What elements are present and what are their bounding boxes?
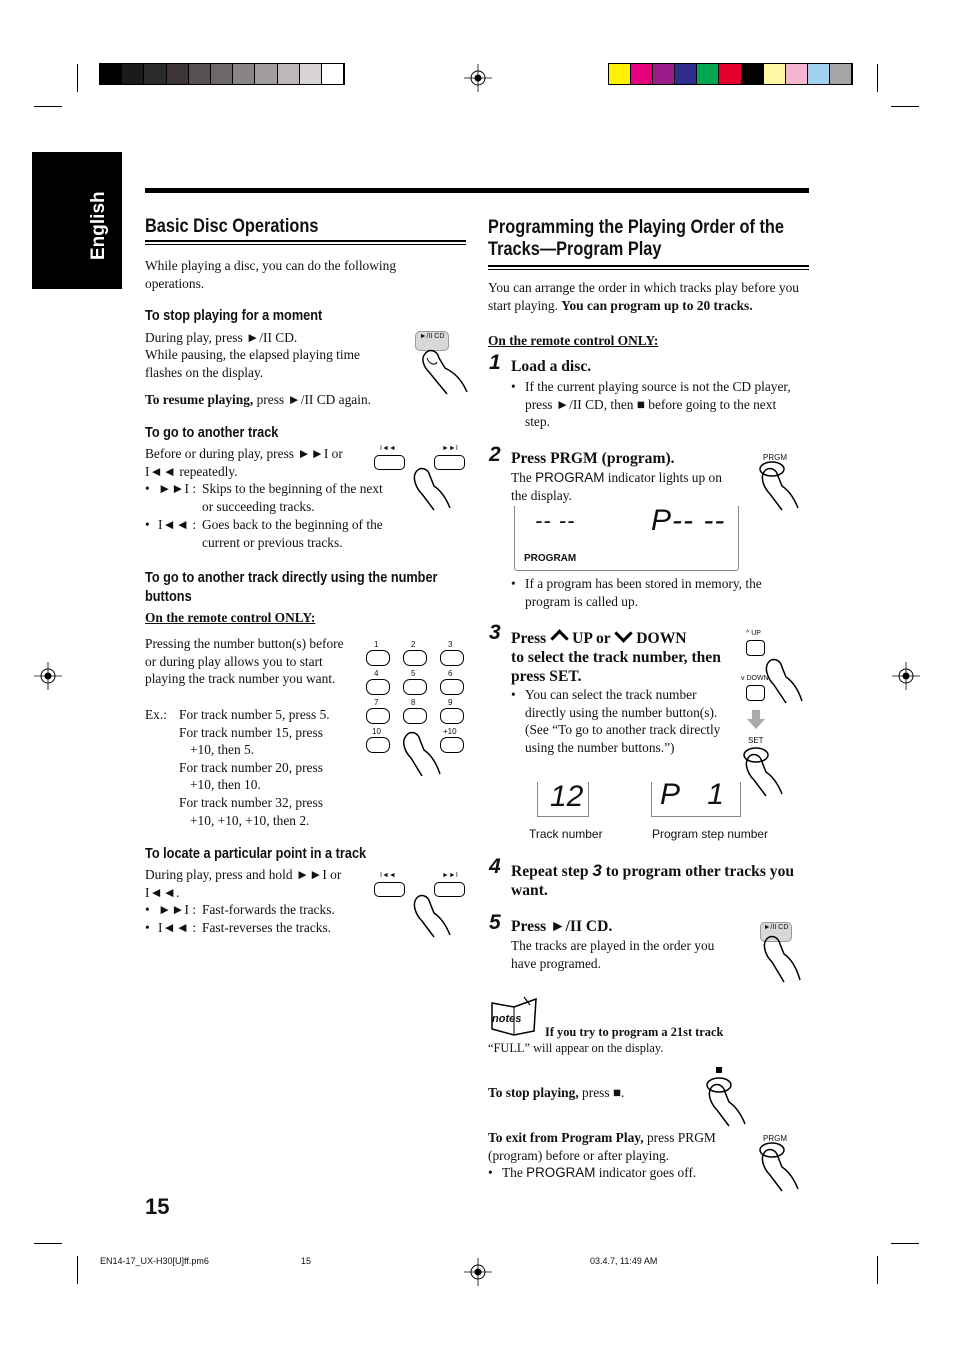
footer-file: EN14-17_UX-H30[U]ff.pm6 bbox=[100, 1256, 209, 1266]
finger-icon bbox=[762, 655, 814, 705]
crop-mark bbox=[77, 1256, 78, 1284]
key-label-1: 1 bbox=[374, 640, 379, 649]
finger-icon bbox=[410, 889, 460, 939]
play-pause-cd-button-label: ►/II CD bbox=[763, 924, 789, 931]
bullet-key: ►►I : bbox=[158, 481, 197, 496]
right-intro-normal: You can arrange the order in which tracks play before you start playing. bbox=[488, 280, 799, 313]
text: Repeat step bbox=[511, 863, 593, 880]
finger-icon bbox=[415, 342, 470, 397]
key-label-2: 2 bbox=[411, 640, 416, 649]
notes-text: “FULL” will appear on the display. bbox=[488, 1041, 664, 1055]
key-label-7: 7 bbox=[374, 698, 379, 707]
resume-bold: To resume playing, bbox=[145, 392, 254, 407]
direct-remote-note: On the remote control ONLY: bbox=[145, 610, 316, 625]
stop-bold: To stop playing, bbox=[488, 1085, 579, 1100]
left-intro: While playing a disc, you can do the following operations. bbox=[145, 258, 397, 291]
bullet-text: Skips to the beginning of the next or succeeding tracks. bbox=[202, 481, 383, 514]
example-label: Ex.: bbox=[145, 707, 167, 722]
color-swatch bbox=[609, 64, 631, 84]
lcd-left-digits: -- -- bbox=[535, 508, 576, 533]
bullet-text: Fast-reverses the tracks. bbox=[202, 920, 332, 935]
footer-date: 03.4.7, 11:49 AM bbox=[590, 1256, 658, 1266]
right-section-title-1: Programming the Playing Order of the bbox=[488, 217, 784, 238]
color-swatch bbox=[697, 64, 719, 84]
key-3[interactable] bbox=[440, 650, 464, 666]
resume-line bbox=[145, 391, 371, 409]
example-2a: For track number 15, press bbox=[179, 725, 323, 740]
crop-mark bbox=[877, 64, 878, 92]
page-number: 15 bbox=[145, 1194, 170, 1219]
example-1: For track number 5, press 5. bbox=[179, 707, 330, 722]
step-5-title: Press ►/II CD. bbox=[511, 918, 613, 935]
finger-icon bbox=[410, 462, 460, 512]
key-label-plus10: +10 bbox=[443, 727, 457, 736]
key-label-5: 5 bbox=[411, 669, 416, 678]
key-8[interactable] bbox=[403, 708, 427, 724]
key-label-3: 3 bbox=[448, 640, 453, 649]
up-button[interactable] bbox=[746, 640, 765, 656]
color-swatch bbox=[719, 64, 741, 84]
crop-mark bbox=[34, 106, 62, 107]
step-ref: 3 bbox=[592, 861, 602, 880]
arrow-down-icon bbox=[747, 710, 765, 730]
stop-playing-line bbox=[488, 1084, 624, 1102]
color-swatch bbox=[322, 64, 344, 84]
direct-text: Pressing the number button(s) before or during play allows you to start playing the track number you want. bbox=[145, 636, 344, 687]
key-4[interactable] bbox=[366, 679, 390, 695]
right-intro bbox=[488, 279, 808, 314]
gray-color-bar bbox=[99, 63, 345, 85]
key-label-10: 10 bbox=[372, 727, 381, 736]
key-1[interactable] bbox=[366, 650, 390, 666]
step-5-text: The tracks are played in the order you have programed. bbox=[511, 938, 715, 971]
example-3a: For track number 20, press bbox=[179, 760, 323, 775]
language-tab bbox=[32, 152, 122, 289]
crop-mark bbox=[877, 1256, 878, 1284]
next-button-label: ►►I bbox=[442, 445, 458, 452]
finger-icon bbox=[758, 460, 810, 512]
prgm-button-label: PRGM bbox=[763, 453, 787, 462]
another-bullet-1: • ►►I : Skips to the beginning of the next or succeeding tracks. bbox=[145, 480, 385, 515]
step-4-number: 4 bbox=[489, 855, 501, 878]
step-2-text bbox=[511, 469, 731, 504]
stop-heading: To stop playing for a moment bbox=[145, 308, 323, 324]
color-swatch bbox=[122, 64, 144, 84]
stop-rest: press ■. bbox=[578, 1085, 625, 1100]
color-swatch bbox=[189, 64, 211, 84]
stop-text-2: While pausing, the elapsed playing time flashes on the display. bbox=[145, 347, 360, 380]
prgm-button-label: PRGM bbox=[763, 1134, 787, 1143]
color-swatch bbox=[211, 64, 233, 84]
text: UP or bbox=[572, 630, 615, 647]
color-swatch bbox=[300, 64, 322, 84]
color-swatch bbox=[653, 64, 675, 84]
example-4a: For track number 32, press bbox=[179, 795, 323, 810]
registration-mark-bottom bbox=[464, 1258, 492, 1286]
color-swatch bbox=[830, 64, 852, 84]
locate-text: During play, press and hold ►►I or I◄◄. bbox=[145, 867, 342, 900]
top-rule bbox=[145, 188, 809, 193]
process-color-bar bbox=[608, 63, 853, 85]
example-3b: +10, then 10. bbox=[190, 777, 261, 792]
program-word: PROGRAM bbox=[535, 470, 605, 485]
finger-icon bbox=[398, 728, 450, 778]
lcd-right-digits: P-- -- bbox=[651, 504, 726, 537]
crop-mark bbox=[34, 1243, 62, 1244]
program-step-label: Program step number bbox=[652, 827, 769, 841]
step-5-number: 5 bbox=[489, 911, 501, 934]
another-heading: To go to another track bbox=[145, 425, 279, 441]
bullet-text: Fast-forwards the tracks. bbox=[202, 902, 335, 917]
play-pause-cd-button-label: ►/II CD bbox=[419, 333, 445, 340]
lcd-program-indicator: PROGRAM bbox=[524, 553, 577, 564]
chevron-up-icon bbox=[550, 629, 568, 647]
down-button-label: v DOWN bbox=[741, 675, 769, 682]
exit-line bbox=[488, 1129, 733, 1164]
text: DOWN bbox=[636, 630, 687, 647]
resume-rest: press ►/II CD again. bbox=[253, 392, 372, 407]
set-button-label: SET bbox=[748, 736, 764, 745]
key-6[interactable] bbox=[440, 679, 464, 695]
stop-text-1: During play, press ►/II CD. bbox=[145, 330, 298, 345]
color-swatch bbox=[631, 64, 653, 84]
finger-icon bbox=[760, 932, 812, 984]
locate-bullet-1: • ►►I : Fast-forwards the tracks. bbox=[145, 901, 385, 919]
exit-bold: To exit from Program Play, bbox=[488, 1130, 644, 1145]
program-word: PROGRAM bbox=[526, 1165, 596, 1180]
color-swatch bbox=[167, 64, 189, 84]
text: indicator lights up on the display. bbox=[511, 470, 722, 503]
notes-heading: If you try to program a 21st track bbox=[545, 1025, 724, 1039]
notes-logo: notes bbox=[492, 1013, 522, 1025]
bullet-key: I◄◄ : bbox=[158, 517, 197, 532]
crop-mark bbox=[77, 64, 78, 92]
up-button-label: ^ UP bbox=[746, 630, 761, 637]
text: UP bbox=[751, 630, 761, 637]
bullet-text: • You can select the track number directly using the number button(s). (See “To go to another track directly using the number buttons.”) bbox=[511, 686, 721, 756]
left-section-title: Basic Disc Operations bbox=[145, 216, 319, 237]
color-swatch bbox=[675, 64, 697, 84]
color-swatch bbox=[255, 64, 277, 84]
direct-heading: To go to another track directly using the number buttons bbox=[145, 570, 438, 605]
exit-rest: press PRGM (program) before or after playing. bbox=[488, 1130, 716, 1163]
finger-icon bbox=[705, 1076, 757, 1128]
example-2b: +10, then 5. bbox=[190, 742, 255, 757]
step-3-title bbox=[511, 627, 731, 686]
right-section-title-2: Tracks—Program Play bbox=[488, 239, 662, 260]
color-swatch bbox=[233, 64, 255, 84]
footer-page: 15 bbox=[301, 1256, 312, 1266]
prev-button-label: I◄◄ bbox=[380, 445, 396, 452]
step-4-title bbox=[511, 861, 809, 900]
text: indicator goes off. bbox=[595, 1165, 697, 1180]
key-9[interactable] bbox=[440, 708, 464, 724]
text: The bbox=[511, 470, 536, 485]
lcd-step-digits: P 1 bbox=[660, 778, 734, 811]
color-swatch bbox=[144, 64, 166, 84]
right-intro-bold: You can program up to 20 tracks. bbox=[561, 297, 753, 313]
another-text: Before or during play, press ►►I or I◄◄ repeatedly. bbox=[145, 446, 343, 479]
text: to program other tracks you want. bbox=[511, 863, 795, 899]
key-label-6: 6 bbox=[448, 669, 453, 678]
color-swatch bbox=[100, 64, 122, 84]
color-swatch bbox=[742, 64, 764, 84]
bullet-text: • If a program has been stored in memory, the program is called up. bbox=[511, 575, 796, 610]
lcd-step-display bbox=[651, 778, 741, 817]
bullet-key: I◄◄ : bbox=[158, 920, 197, 935]
crop-mark bbox=[891, 1243, 919, 1244]
crop-mark bbox=[891, 106, 919, 107]
registration-mark-top bbox=[464, 64, 492, 92]
finger-icon bbox=[758, 1141, 810, 1193]
bullet-text: • If the current playing source is not the CD player, press ►/II CD, then ■ before going to the next step. bbox=[511, 378, 796, 431]
registration-mark-right bbox=[892, 662, 920, 690]
text: The bbox=[502, 1165, 527, 1180]
key-2[interactable] bbox=[403, 650, 427, 666]
right-remote-note: On the remote control ONLY: bbox=[488, 333, 659, 348]
text: to select the track number, then press SET. bbox=[511, 649, 721, 685]
language-tab-label: English bbox=[88, 191, 109, 260]
bullet-text: Goes back to the beginning of the current or previous tracks. bbox=[202, 517, 383, 550]
text: DOWN bbox=[746, 675, 769, 682]
finger-icon bbox=[742, 746, 794, 798]
registration-mark-left bbox=[34, 662, 62, 690]
step-2-bullet bbox=[511, 575, 796, 610]
locate-bullet-2: • I◄◄ : Fast-reverses the tracks. bbox=[145, 919, 385, 937]
color-swatch bbox=[786, 64, 808, 84]
step-1-number: 1 bbox=[489, 351, 501, 374]
right-title-rule bbox=[488, 265, 809, 270]
step-2-number: 2 bbox=[489, 443, 501, 466]
step-1-bullet bbox=[511, 378, 796, 431]
exit-bullet bbox=[488, 1164, 733, 1182]
lcd-track-display bbox=[537, 782, 589, 817]
key-label-4: 4 bbox=[374, 669, 379, 678]
key-7[interactable] bbox=[366, 708, 390, 724]
prev-button[interactable] bbox=[374, 455, 405, 470]
stop-button-icon bbox=[716, 1067, 722, 1073]
text: Press bbox=[511, 630, 551, 647]
color-swatch bbox=[278, 64, 300, 84]
bullet-key: ►►I : bbox=[158, 902, 197, 917]
example-4b: +10, +10, +10, then 2. bbox=[190, 813, 310, 828]
another-bullet-2: • I◄◄ : Goes back to the beginning of the current or previous tracks. bbox=[145, 516, 385, 551]
color-swatch bbox=[808, 64, 830, 84]
step-1-title: Load a disc. bbox=[511, 358, 592, 375]
step-3-number: 3 bbox=[489, 621, 501, 644]
prev-button[interactable] bbox=[374, 882, 405, 897]
locate-heading: To locate a particular point in a track bbox=[145, 846, 367, 862]
track-number-label: Track number bbox=[529, 827, 603, 841]
color-swatch bbox=[764, 64, 786, 84]
lcd-display-program bbox=[514, 506, 739, 571]
next-button-label: ►►I bbox=[442, 872, 458, 879]
left-title-rule bbox=[145, 240, 466, 245]
chevron-down-icon bbox=[615, 624, 633, 642]
step-3-bullet bbox=[511, 686, 721, 756]
lcd-track-digits: 12 bbox=[550, 780, 584, 813]
key-label-8: 8 bbox=[411, 698, 416, 707]
key-label-9: 9 bbox=[448, 698, 453, 707]
key-10[interactable] bbox=[366, 737, 390, 753]
prev-button-label: I◄◄ bbox=[380, 872, 396, 879]
key-5[interactable] bbox=[403, 679, 427, 695]
step-2-title: Press PRGM (program). bbox=[511, 450, 675, 467]
down-button[interactable] bbox=[746, 685, 765, 701]
